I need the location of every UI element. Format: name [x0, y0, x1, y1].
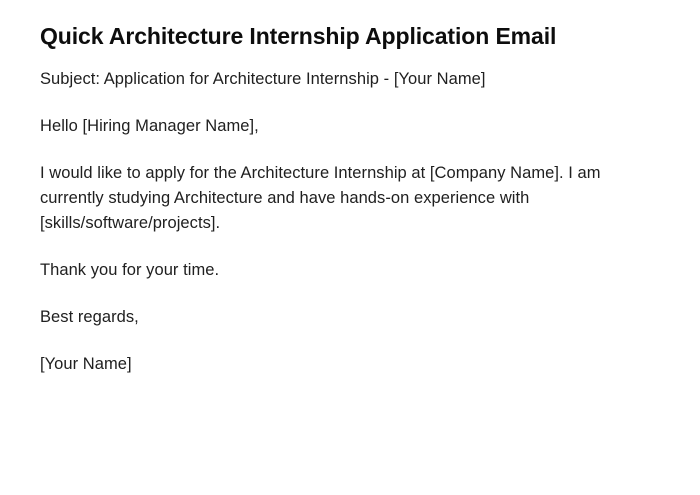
email-greeting: Hello [Hiring Manager Name],	[40, 116, 259, 135]
email-subject-line: Subject: Application for Architecture Internship - [Your Name]	[40, 69, 486, 88]
email-intro-paragraph: I would like to apply for the Architecture Internship at [Company Name]. I am currently studying Architecture and have hands-on experience with [skills/software/projects].	[40, 163, 601, 233]
email-thanks-line: Thank you for your time.	[40, 261, 220, 280]
document-body	[40, 67, 660, 378]
email-signature-name: [Your Name]	[40, 355, 132, 374]
email-signoff: Best regards,	[40, 308, 139, 327]
page-title: Quick Architecture Internship Application Email	[40, 23, 557, 49]
